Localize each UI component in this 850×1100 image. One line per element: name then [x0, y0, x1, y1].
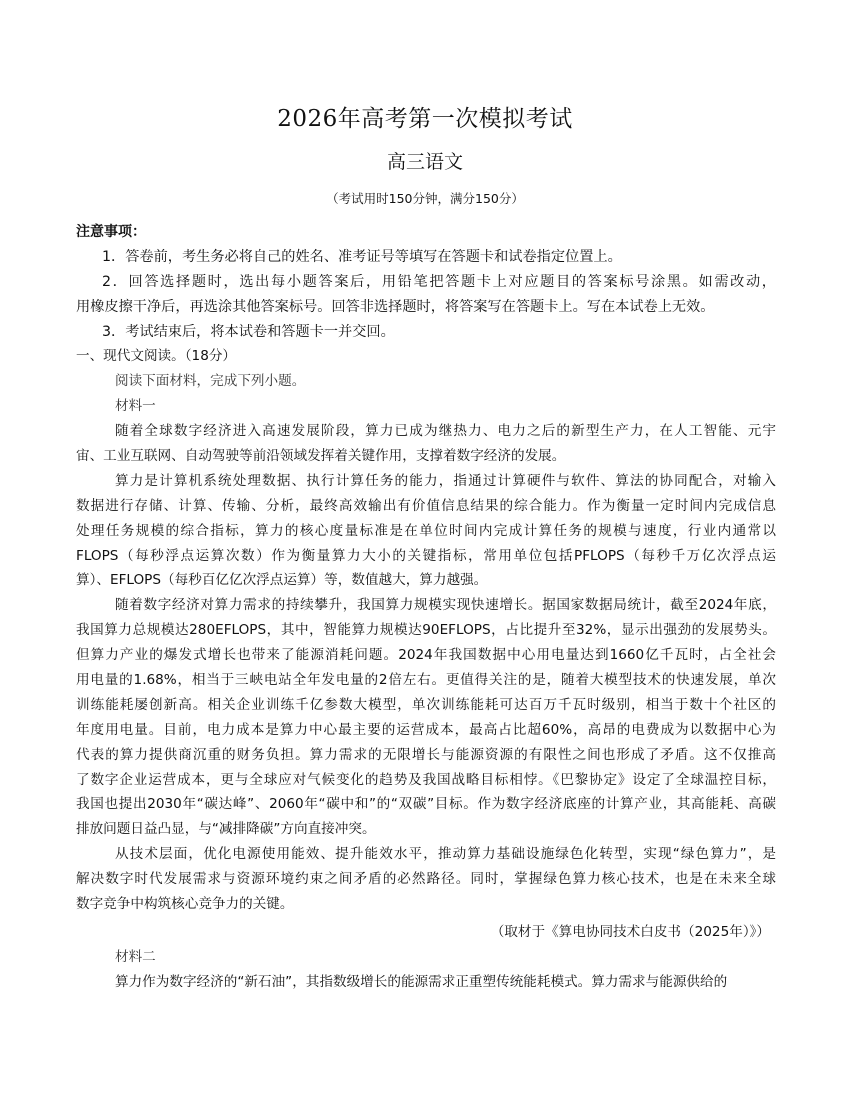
text-line: 算）、EFLOPS（每秒百亿亿次浮点运算）等，数值越大，算力越强。 [76, 572, 488, 589]
text-line: 用电量的1.68%，相当于三峡电站全年发电量的2倍左右。更值得关注的是，随着大模型技术的快速发展，单次 [76, 672, 776, 689]
text-line: 随着全球数字经济进入高速发展阶段，算力已成为继热力、电力之后的新型生产力，在人工智能、元宇 [115, 423, 776, 440]
reading-instruction: 阅读下面材料，完成下列小题。 [115, 373, 306, 390]
paragraph [76, 320, 776, 345]
text-line: 用橡皮擦干净后，再选涂其他答案标号。回答非选择题时，将答案写在答题卡上。写在本试卷上无效。 [76, 298, 715, 315]
section-heading: 一、现代文阅读。（18分） [76, 348, 237, 365]
text-line: 了数字企业运营成本，更与全球应对气候变化的趋势及我国战略目标相悖。《巴黎协定》设定了全球温控目标， [76, 771, 776, 788]
text-line: 算力作为数字经济的“新石油”，其指数级增长的能源需求正重塑传统能耗模式。算力需求与能源供给的 [115, 973, 728, 990]
text-line: 3．考试结束后，将本试卷和答题卡一并交回。 [102, 323, 395, 340]
exam-title: 2026年高考第一次模拟考试 [277, 106, 573, 132]
text-line: 代表的算力提供商沉重的财务负担。算力需求的无限增长与能源资源的有限性之间也形成了矛盾。这不仅推高 [76, 746, 776, 763]
material-1-text [76, 419, 776, 917]
text-line: 随着数字经济对算力需求的持续攀升，我国算力规模实现快速增长。据国家数据局统计，截至2024年底， [115, 597, 776, 614]
text-line: 从技术层面，优化电源使用能效、提升能效水平，推动算力基础设施绿色化转型，实现“绿色算力”，是 [115, 846, 776, 863]
text-line: 数字竞争中构筑核心竞争力的关键。 [76, 896, 294, 913]
text-line: 2．回答选择题时，选出每小题答案后，用铅笔把答题卡上对应题目的答案标号涂黑。如需改动， [102, 273, 776, 290]
text-line: 但算力产业的爆发式增长也带来了能源消耗问题。2024年我国数据中心用电量达到1660亿千瓦时，占全社会 [76, 647, 776, 664]
text-line: 年度用电量。目前，电力成本是算力中心最主要的运营成本，最高占比超60%，高昂的电费成为以数据中心为 [76, 721, 776, 738]
text-line: 训练能耗屡创新高。相关企业训练千亿参数大模型，单次训练能耗可达百万千瓦时级别，相当于数十个社区的 [76, 696, 776, 713]
text-line: 处理任务规模的综合指标，算力的核心度量标准是在单位时间内完成计算任务的规模与速度，行业内通常以 [76, 522, 776, 539]
text-line: 排放问题日益凸显，与“减排降碳”方向直接冲突。 [76, 821, 376, 838]
paragraph [76, 419, 776, 469]
material-2-text [76, 970, 776, 995]
exam-time-note: （考试用时150分钟，满分150分） [326, 191, 524, 206]
text-line: 数据进行存储、计算、传输、分析，最终高效输出有价值信息结果的综合能力。作为衡量一定时间内完成信息 [76, 497, 776, 514]
document-body [76, 220, 776, 995]
exam-subject: 高三语文 [386, 151, 463, 173]
paragraph [76, 970, 776, 995]
material-2-label: 材料二 [115, 948, 156, 965]
notice-heading: 注意事项： [76, 224, 146, 240]
paragraph [76, 469, 776, 593]
paragraph [76, 593, 776, 842]
text-line: 宙、工业互联网、自动驾驶等前沿领域发挥着关键作用，支撑着数字经济的发展。 [76, 448, 566, 465]
text-line: 我国也提出2030年“碳达峰”、2060年“碳中和”的“双碳”目标。作为数字经济底座的计算产业，其高能耗、高碳 [76, 796, 776, 813]
paragraph [76, 842, 776, 917]
material-1-label: 材料一 [115, 398, 156, 415]
text-line: 算力是计算机系统处理数据、执行计算任务的能力，指通过计算硬件与软件、算法的协同配合，对输入 [115, 472, 776, 489]
text-line: 我国算力总规模达280EFLOPS，其中，智能算力规模达90EFLOPS，占比提升至32%，显示出强劲的发展势头。 [76, 622, 776, 639]
text-line: 1．答卷前，考生务必将自己的姓名、准考证号等填写在答题卡和试卷指定位置上。 [102, 248, 622, 265]
text-line: 解决数字时代发展需求与资源环境约束之间矛盾的必然路径。同时，掌握绿色算力核心技术，也是在未来全球 [76, 871, 776, 888]
text-line: FLOPS（每秒浮点运算次数）作为衡量算力大小的关键指标，常用单位包括PFLOPS（每秒千万亿次浮点运 [76, 547, 776, 564]
paragraph [76, 270, 776, 320]
paragraph [76, 245, 776, 270]
material-1-source: （取材于《算电协同技术白皮书（2025年）》） [490, 923, 770, 940]
notice-items [76, 245, 776, 345]
